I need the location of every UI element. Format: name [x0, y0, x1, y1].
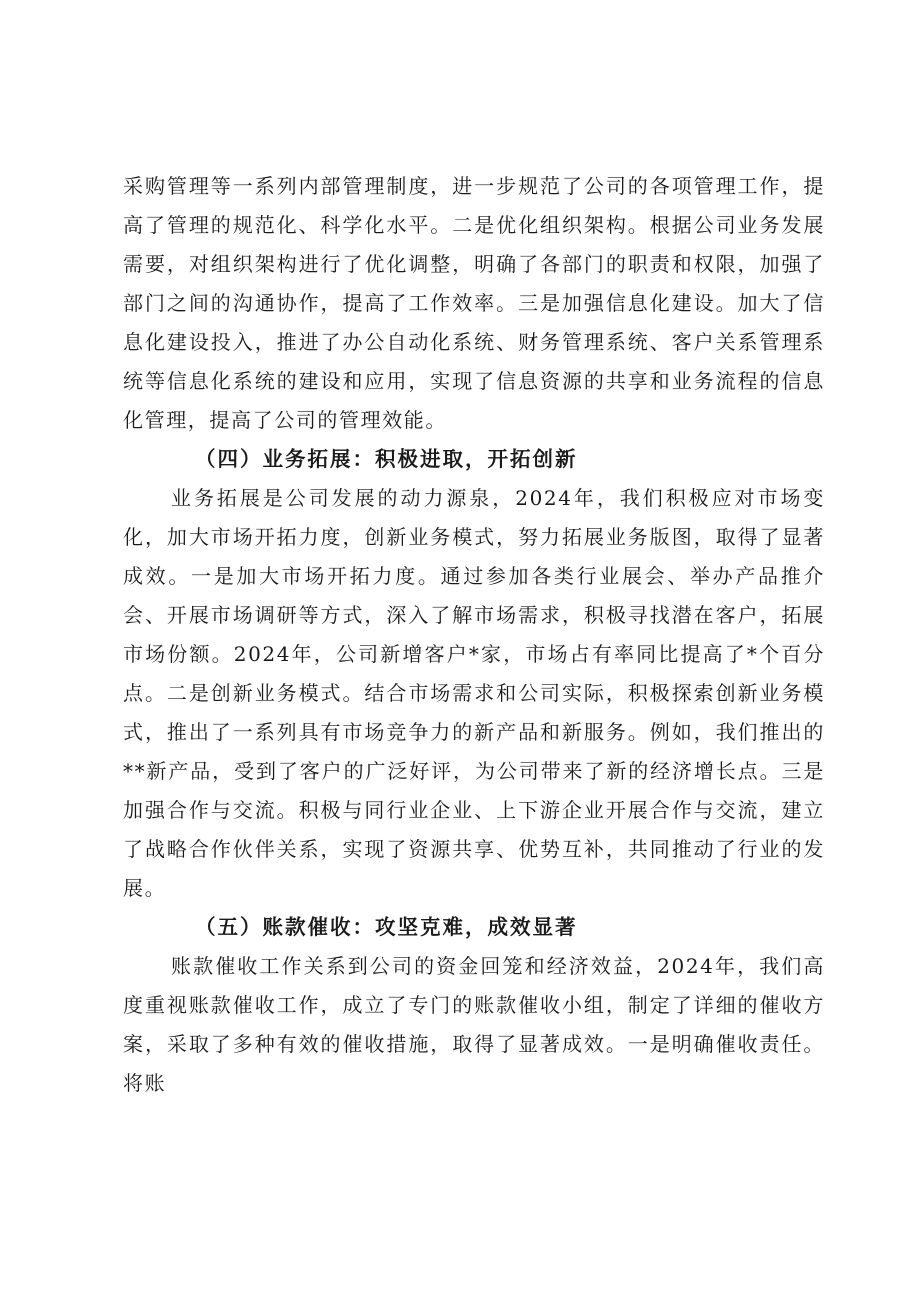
section-heading-4: （四）业务拓展：积极进取，开拓创新 — [195, 447, 578, 471]
body-paragraph: 业务拓展是公司发展的动力源泉，2024年，我们积极应对市场变化，加大市场开拓力度，创新业务模式，努力拓展业务版图，取得了显著成效。一是加大市场开拓力度。通过参加各类行业展会、举办产品推介会、开展市场调研等方式，深入了解市场需求，积极寻找潜在客户，拓展市场份额。2024年，公司新增客户*家，市场占有率同比提高了*个百分点。二是创新业务模式。结合市场需求和公司实际，积极探索创新业务模式，推出了一系列具有市场竞争力的新产品和新服务。例如，我们推出的**新产品，受到了客户的广泛好评，为公司带来了新的经济增长点。三是加强合作与交流。积极与同行业企业、上下游企业开展合作与交流，建立了战略合作伙伴关系，实现了资源共享、优势互补，共同推动了行业的发展。 — [123, 486, 825, 900]
section-heading-5: （五）账款催收：攻坚克难，成效显著 — [195, 915, 578, 939]
body-paragraph: 账款催收工作关系到公司的资金回笼和经济效益，2024年，我们高度重视账款催收工作，成立了专门的账款催收小组，制定了详细的催收方案，采取了多种有效的催收措施，取得了显著成效。一是明确催收责任。将账 — [123, 954, 825, 1095]
body-paragraph: 采购管理等一系列内部管理制度，进一步规范了公司的各项管理工作，提高了管理的规范化、科学化水平。二是优化组织架构。根据公司业务发展需要，对组织架构进行了优化调整，明确了各部门的职责和权限，加强了部门之间的沟通协作，提高了工作效率。三是加强信息化建设。加大了信息化建设投入，推进了办公自动化系统、财务管理系统、客户关系管理系统等信息化系统的建设和应用，实现了信息资源的共享和业务流程的信息化管理，提高了公司的管理效能。 — [123, 174, 825, 432]
document-body — [123, 167, 825, 1103]
